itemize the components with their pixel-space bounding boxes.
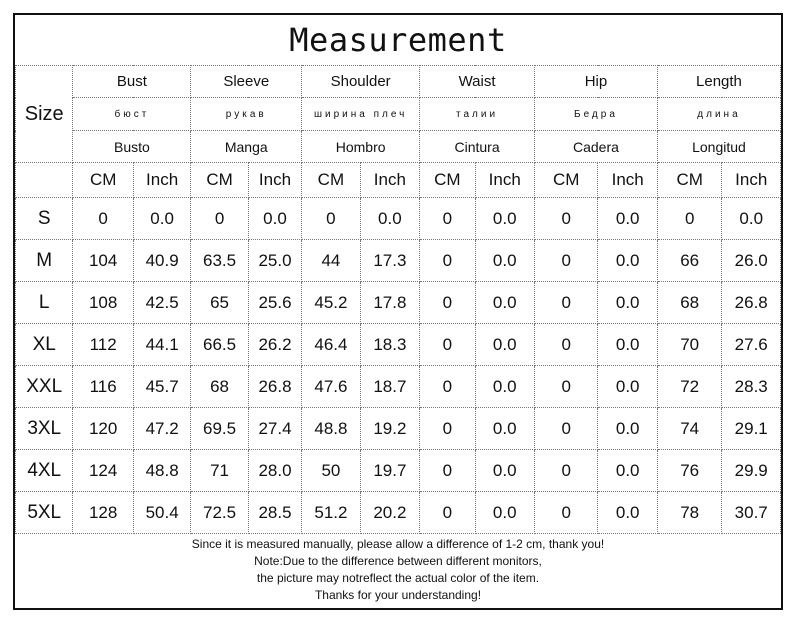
unit-inch-bust: Inch [133, 163, 190, 198]
shoulder-cm-cell: 0 [302, 198, 360, 240]
length-inch-cell: 0.0 [722, 198, 781, 240]
hip-cm-cell: 0 [534, 240, 597, 282]
hip-cm-cell: 0 [534, 450, 597, 492]
shoulder-cm-cell: 50 [302, 450, 360, 492]
shoulder-cm-cell: 45.2 [302, 282, 360, 324]
hip-cm-cell: 0 [534, 408, 597, 450]
header-hip-ru: Бедра [534, 98, 657, 131]
header-shoulder-en: Shoulder [302, 66, 420, 98]
size-row [16, 324, 781, 366]
sleeve-inch-cell: 26.8 [248, 366, 301, 408]
shoulder-inch-cell: 19.7 [360, 450, 419, 492]
length-inch-cell: 29.9 [722, 450, 781, 492]
bust-cm-cell: 128 [73, 492, 133, 534]
note-line: Since it is measured manually, please allow a difference of 1-2 cm, thank you! [191, 537, 605, 551]
shoulder-inch-cell: 0.0 [360, 198, 419, 240]
sleeve-cm-cell: 0 [191, 198, 248, 240]
shoulder-cm-cell: 51.2 [302, 492, 360, 534]
length-cm-cell: 70 [657, 324, 721, 366]
sleeve-inch-cell: 0.0 [248, 198, 301, 240]
waist-cm-cell: 0 [420, 366, 475, 408]
waist-inch-cell: 0.0 [475, 492, 534, 534]
waist-inch-cell: 0.0 [475, 240, 534, 282]
measurement-table [15, 65, 781, 534]
length-cm-cell: 76 [657, 450, 721, 492]
header-length-ru: длина [657, 98, 780, 131]
unit-cm-sleeve: CM [191, 163, 248, 198]
header-row-spanish [16, 131, 781, 163]
header-bust-en: Bust [73, 66, 191, 98]
header-shoulder-ru: ширина плеч [302, 98, 420, 131]
length-inch-cell: 30.7 [722, 492, 781, 534]
size-row [16, 450, 781, 492]
bust-inch-cell: 44.1 [133, 324, 190, 366]
note-line: the picture may notreflect the actual color of the item. [256, 571, 540, 585]
unit-cm-shoulder: CM [302, 163, 360, 198]
size-label: 4XL [16, 450, 73, 492]
hip-inch-cell: 0.0 [598, 492, 657, 534]
header-waist-es: Cintura [420, 131, 535, 163]
bust-cm-cell: 108 [73, 282, 133, 324]
length-inch-cell: 26.8 [722, 282, 781, 324]
sleeve-inch-cell: 25.0 [248, 240, 301, 282]
size-label: 5XL [16, 492, 73, 534]
shoulder-cm-cell: 48.8 [302, 408, 360, 450]
sleeve-cm-cell: 63.5 [191, 240, 248, 282]
size-label: XXL [16, 366, 73, 408]
length-inch-cell: 28.3 [722, 366, 781, 408]
header-bust-ru: бюст [73, 98, 191, 131]
sleeve-inch-cell: 27.4 [248, 408, 301, 450]
bust-inch-cell: 50.4 [133, 492, 190, 534]
bust-cm-cell: 0 [73, 198, 133, 240]
shoulder-inch-cell: 18.7 [360, 366, 419, 408]
unit-cm-length: CM [657, 163, 721, 198]
hip-inch-cell: 0.0 [598, 324, 657, 366]
header-row-russian [16, 98, 781, 131]
bust-inch-cell: 0.0 [133, 198, 190, 240]
unit-inch-hip: Inch [598, 163, 657, 198]
bust-inch-cell: 40.9 [133, 240, 190, 282]
note-line: Thanks for your understanding! [314, 588, 482, 602]
hip-cm-cell: 0 [534, 198, 597, 240]
hip-inch-cell: 0.0 [598, 366, 657, 408]
waist-inch-cell: 0.0 [475, 198, 534, 240]
unit-inch-shoulder: Inch [360, 163, 419, 198]
header-shoulder-es: Hombro [302, 131, 420, 163]
waist-inch-cell: 0.0 [475, 282, 534, 324]
shoulder-inch-cell: 19.2 [360, 408, 419, 450]
sleeve-inch-cell: 28.0 [248, 450, 301, 492]
size-row [16, 492, 781, 534]
bust-inch-cell: 45.7 [133, 366, 190, 408]
sleeve-inch-cell: 28.5 [248, 492, 301, 534]
waist-cm-cell: 0 [420, 198, 475, 240]
header-sleeve-ru: рукав [191, 98, 302, 131]
unit-cm-bust: CM [73, 163, 133, 198]
header-sleeve-es: Manga [191, 131, 302, 163]
header-hip-en: Hip [534, 66, 657, 98]
bust-cm-cell: 112 [73, 324, 133, 366]
length-inch-cell: 27.6 [722, 324, 781, 366]
size-label: 3XL [16, 408, 73, 450]
waist-cm-cell: 0 [420, 492, 475, 534]
bust-inch-cell: 47.2 [133, 408, 190, 450]
unit-row [16, 163, 781, 198]
length-inch-cell: 26.0 [722, 240, 781, 282]
bust-cm-cell: 116 [73, 366, 133, 408]
header-waist-ru: талии [420, 98, 535, 131]
length-cm-cell: 68 [657, 282, 721, 324]
size-label: S [16, 198, 73, 240]
length-cm-cell: 0 [657, 198, 721, 240]
sleeve-cm-cell: 65 [191, 282, 248, 324]
bust-cm-cell: 104 [73, 240, 133, 282]
length-cm-cell: 72 [657, 366, 721, 408]
bust-cm-cell: 120 [73, 408, 133, 450]
sleeve-inch-cell: 25.6 [248, 282, 301, 324]
hip-inch-cell: 0.0 [598, 240, 657, 282]
shoulder-cm-cell: 47.6 [302, 366, 360, 408]
size-label: L [16, 282, 73, 324]
length-inch-cell: 29.1 [722, 408, 781, 450]
header-waist-en: Waist [420, 66, 535, 98]
hip-cm-cell: 0 [534, 366, 597, 408]
bust-cm-cell: 124 [73, 450, 133, 492]
header-sleeve-en: Sleeve [191, 66, 302, 98]
sleeve-cm-cell: 66.5 [191, 324, 248, 366]
bust-inch-cell: 42.5 [133, 282, 190, 324]
note-line: Note:Due to the difference between different monitors, [254, 554, 542, 568]
waist-cm-cell: 0 [420, 240, 475, 282]
waist-inch-cell: 0.0 [475, 408, 534, 450]
waist-cm-cell: 0 [420, 408, 475, 450]
unit-inch-waist: Inch [475, 163, 534, 198]
sleeve-cm-cell: 69.5 [191, 408, 248, 450]
size-header: Size [16, 66, 73, 163]
length-cm-cell: 78 [657, 492, 721, 534]
sleeve-cm-cell: 68 [191, 366, 248, 408]
size-row [16, 282, 781, 324]
sleeve-cm-cell: 72.5 [191, 492, 248, 534]
size-row [16, 408, 781, 450]
waist-cm-cell: 0 [420, 324, 475, 366]
waist-inch-cell: 0.0 [475, 366, 534, 408]
hip-inch-cell: 0.0 [598, 408, 657, 450]
sleeve-cm-cell: 71 [191, 450, 248, 492]
header-bust-es: Busto [73, 131, 191, 163]
unit-corner-cell [16, 163, 73, 198]
shoulder-inch-cell: 17.3 [360, 240, 419, 282]
length-cm-cell: 74 [657, 408, 721, 450]
size-row [16, 240, 781, 282]
hip-inch-cell: 0.0 [598, 450, 657, 492]
waist-cm-cell: 0 [420, 282, 475, 324]
waist-cm-cell: 0 [420, 450, 475, 492]
notes [15, 532, 781, 608]
unit-inch-length: Inch [722, 163, 781, 198]
bust-inch-cell: 48.8 [133, 450, 190, 492]
hip-inch-cell: 0.0 [598, 198, 657, 240]
shoulder-inch-cell: 18.3 [360, 324, 419, 366]
shoulder-cm-cell: 46.4 [302, 324, 360, 366]
waist-inch-cell: 0.0 [475, 450, 534, 492]
sleeve-inch-cell: 26.2 [248, 324, 301, 366]
size-label: XL [16, 324, 73, 366]
header-length-es: Longitud [657, 131, 780, 163]
length-cm-cell: 66 [657, 240, 721, 282]
header-hip-es: Cadera [534, 131, 657, 163]
header-row-english [16, 66, 781, 98]
header-length-en: Length [657, 66, 780, 98]
unit-cm-hip: CM [534, 163, 597, 198]
hip-cm-cell: 0 [534, 282, 597, 324]
size-row [16, 366, 781, 408]
size-label: M [16, 240, 73, 282]
measurement-chart [13, 13, 783, 610]
shoulder-inch-cell: 17.8 [360, 282, 419, 324]
unit-cm-waist: CM [420, 163, 475, 198]
hip-cm-cell: 0 [534, 492, 597, 534]
hip-cm-cell: 0 [534, 324, 597, 366]
shoulder-cm-cell: 44 [302, 240, 360, 282]
hip-inch-cell: 0.0 [598, 282, 657, 324]
chart-title: Measurement [289, 21, 507, 59]
waist-inch-cell: 0.0 [475, 324, 534, 366]
size-row [16, 198, 781, 240]
unit-inch-sleeve: Inch [248, 163, 301, 198]
shoulder-inch-cell: 20.2 [360, 492, 419, 534]
